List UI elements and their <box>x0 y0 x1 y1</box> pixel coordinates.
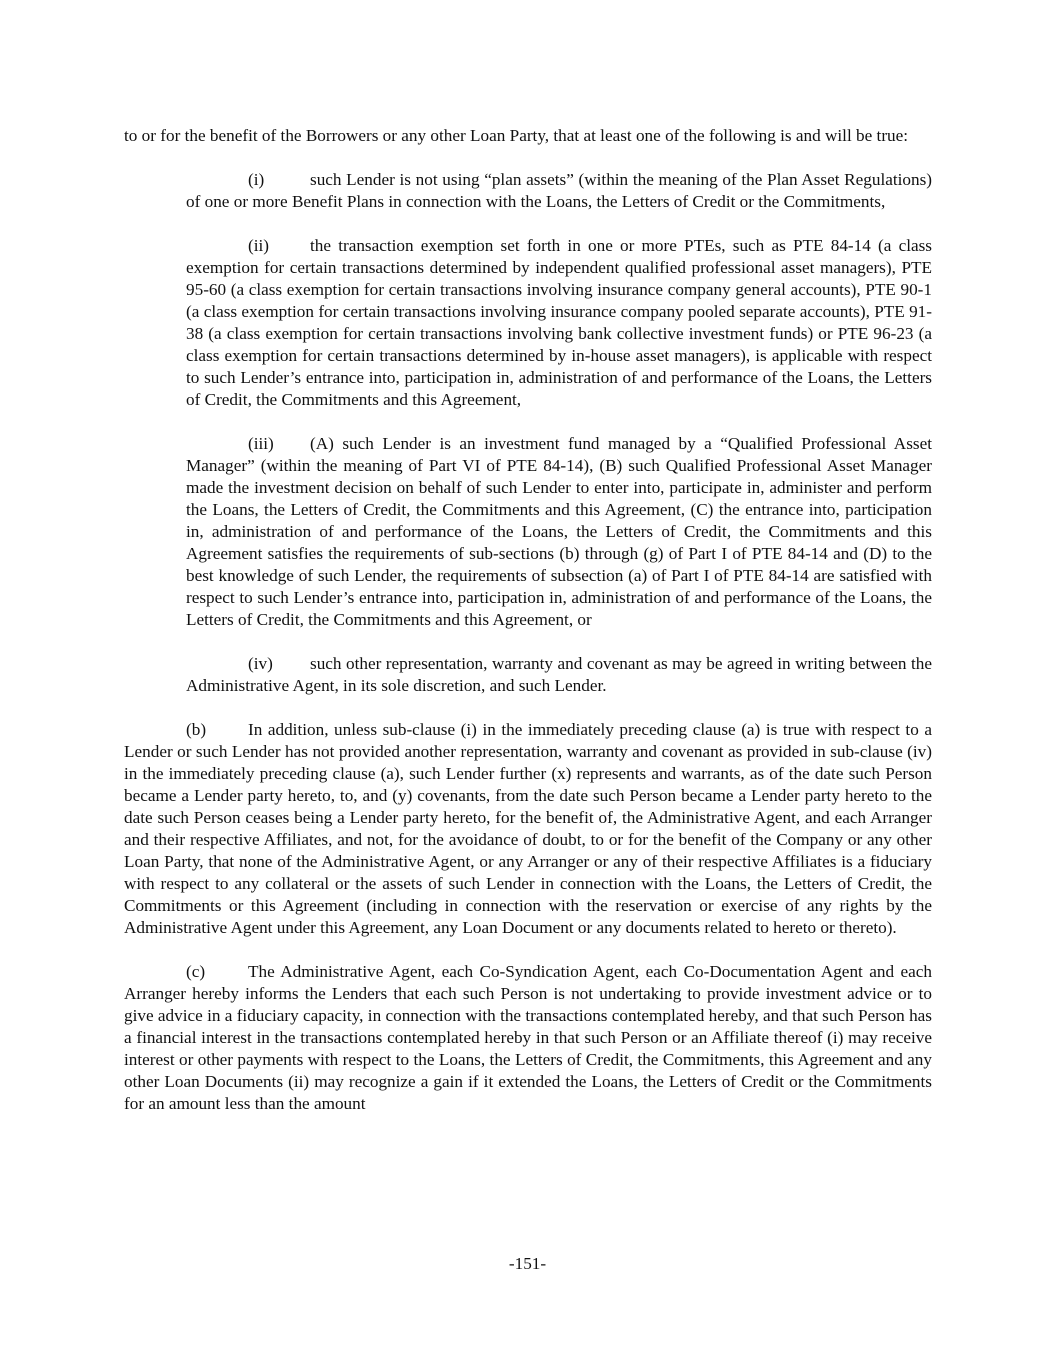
clause-label: (c) <box>186 962 206 981</box>
sub-item-label: (ii) <box>248 236 269 255</box>
sub-item-text: such Lender is not using “plan assets” (within the meaning of the Plan Asset Regulations) of one or more Benefit Plans in connection with the Loans, the Letters of Credit or the Commitments, <box>186 170 932 211</box>
sub-item-iii <box>186 433 932 631</box>
sub-item-ii <box>186 235 932 411</box>
page-number: -151- <box>508 1254 547 1273</box>
sub-item-iv <box>186 653 932 697</box>
sub-item-label: (iv) <box>248 654 273 673</box>
clause-c <box>124 961 932 1115</box>
intro-paragraph: to or for the benefit of the Borrowers or any other Loan Party, that at least one of the following is and will be true: <box>124 126 909 145</box>
document-page <box>124 125 932 1137</box>
sub-item-text: (A) such Lender is an investment fund managed by a “Qualified Professional Asset Manager” (within the meaning of Part VI of PTE 84-14), (B) such Qualified Professional Asset Manager made the investment decision on behalf of such Lender to enter into, participate in, administer and perform the Loans, the Letters of Credit, the Commitments and this Agreement, (C) the entrance into, participation in, administration of and performance of the Loans, the Letters of Credit, the Commitments and this Agreement satisfies the requirements of sub-sections (b) through (g) of Part I of PTE 84-14 and (D) to the best knowledge of such Lender, the requirements of subsection (a) of Part I of PTE 84-14 are satisfied with respect to such Lender’s entrance into, participation in, administration of and performance of the Loans, the Letters of Credit, the Commitments and this Agreement, or <box>186 434 932 629</box>
clause-text: In addition, unless sub-clause (i) in the immediately preceding clause (a) is true with respect to a Lender or such Lender has not provided another representation, warranty and covenant as provided in sub-clause (iv) in the immediately preceding clause (a), such Lender further (x) represents and warrants, as of the date such Person became a Lender party hereto, to, and (y) covenants, from the date such Person became a Lender party hereto to the date such Person ceases being a Lender party hereto, for the benefit of, the Administrative Agent, and each Arranger and their respective Affiliates, and not, for the avoidance of doubt, to or for the benefit of the Company or any other Loan Party, that none of the Administrative Agent, or any Arranger or any of their respective Affiliates is a fiduciary with respect to any collateral or the assets of such Lender in connection with the Loans, the Letters of Credit, the Commitments or this Agreement (including in connection with the reservation or exercise of any rights by the Administrative Agent under this Agreement, any Loan Document or any documents related to hereto or thereto). <box>124 720 932 937</box>
sub-item-text: the transaction exemption set forth in one or more PTEs, such as PTE 84-14 (a class exemption for certain transactions determined by independent qualified professional asset managers), PTE 95-60 (a class exemption for certain transactions involving insurance company general accounts), PTE 90-1 (a class exemption for certain transactions involving insurance company pooled separate accounts), PTE 91-38 (a class exemption for certain transactions involving bank collective investment funds) or PTE 96-23 (a class exemption for certain transactions determined by in-house asset managers), is applicable with respect to such Lender’s entrance into, participation in, administration of and performance of the Loans, the Letters of Credit, the Commitments and this Agreement, <box>186 236 932 409</box>
clause-text: The Administrative Agent, each Co-Syndication Agent, each Co-Documentation Agent and each Arranger hereby informs the Lenders that each such Person is not undertaking to provide investment advice or to give advice in a fiduciary capacity, in connection with the transactions contemplated hereby, and that such Person has a financial interest in the transactions contemplated hereby in that such Person or an Affiliate thereof (i) may receive interest or other payments with respect to the Loans, the Letters of Credit, the Commitments, this Agreement and any other Loan Documents (ii) may recognize a gain if it extended the Loans, the Letters of Credit or the Commitments for an amount less than the amount <box>124 962 932 1113</box>
sub-item-label: (i) <box>248 170 265 189</box>
sub-item-label: (iii) <box>248 434 274 453</box>
sub-item-text: such other representation, warranty and covenant as may be agreed in writing between the Administrative Agent, in its sole discretion, and such Lender. <box>186 654 932 695</box>
clause-b <box>124 719 932 939</box>
sub-item-i <box>186 169 932 213</box>
clause-label: (b) <box>186 720 207 739</box>
